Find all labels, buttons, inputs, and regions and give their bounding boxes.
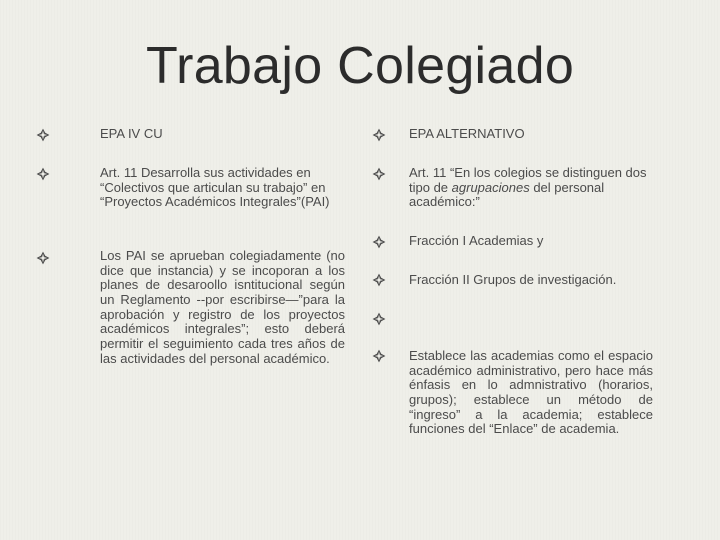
diamond-ornament-icon	[36, 167, 50, 181]
right-bullet-art11-text-a: Art. 11 “En los colegios se distinguen dos tipo de	[409, 165, 647, 195]
right-column-heading: EPA ALTERNATIVO	[409, 126, 525, 141]
diamond-ornament-icon	[372, 349, 386, 363]
diamond-ornament-icon	[372, 235, 386, 249]
diamond-ornament-icon	[372, 312, 386, 326]
right-bullet-fraccion-ii: Fracción II Grupos de investigación.	[409, 272, 617, 287]
left-bullet-pai: Los PAI se aprueban colegiadamente (no dice que instancia) y se incoporan a los planes de desaroollo isntitucional según un Reglamento --por escribirse—”para la aprobación y registro de los proyectos académicos integrales”; esto deberá permitir el seguimiento cada tres años de las actividades del personal académico.	[100, 248, 345, 366]
slide-title: Trabajo Colegiado	[145, 37, 575, 95]
right-bullet-fraccion-i: Fracción I Academias y	[409, 233, 544, 248]
diamond-ornament-icon	[372, 273, 386, 287]
left-bullet-art11: Art. 11 Desarrolla sus actividades en “Colectivos que articulan su trabajo” en “Proyectos Académicos Integrales”(PAI)	[100, 165, 330, 210]
diamond-ornament-icon	[36, 128, 50, 142]
diamond-ornament-icon	[36, 251, 50, 265]
diamond-ornament-icon	[372, 128, 386, 142]
diamond-ornament-icon	[372, 167, 386, 181]
left-column-heading: EPA IV CU	[100, 126, 163, 141]
right-bullet-art11-text-b: del personal académico:”	[409, 179, 605, 210]
agrupaciones-emphasis: agrupaciones	[451, 179, 530, 195]
right-bullet-academias: Establece las academias como el espacio académico administrativo, pero hace más énfasis en lo admnistrativo (horarios, grupos); establece un método de “ingreso” a la academia; establece funciones del “Enlace” de academia.	[409, 348, 653, 437]
right-bullet-art11	[409, 166, 657, 210]
